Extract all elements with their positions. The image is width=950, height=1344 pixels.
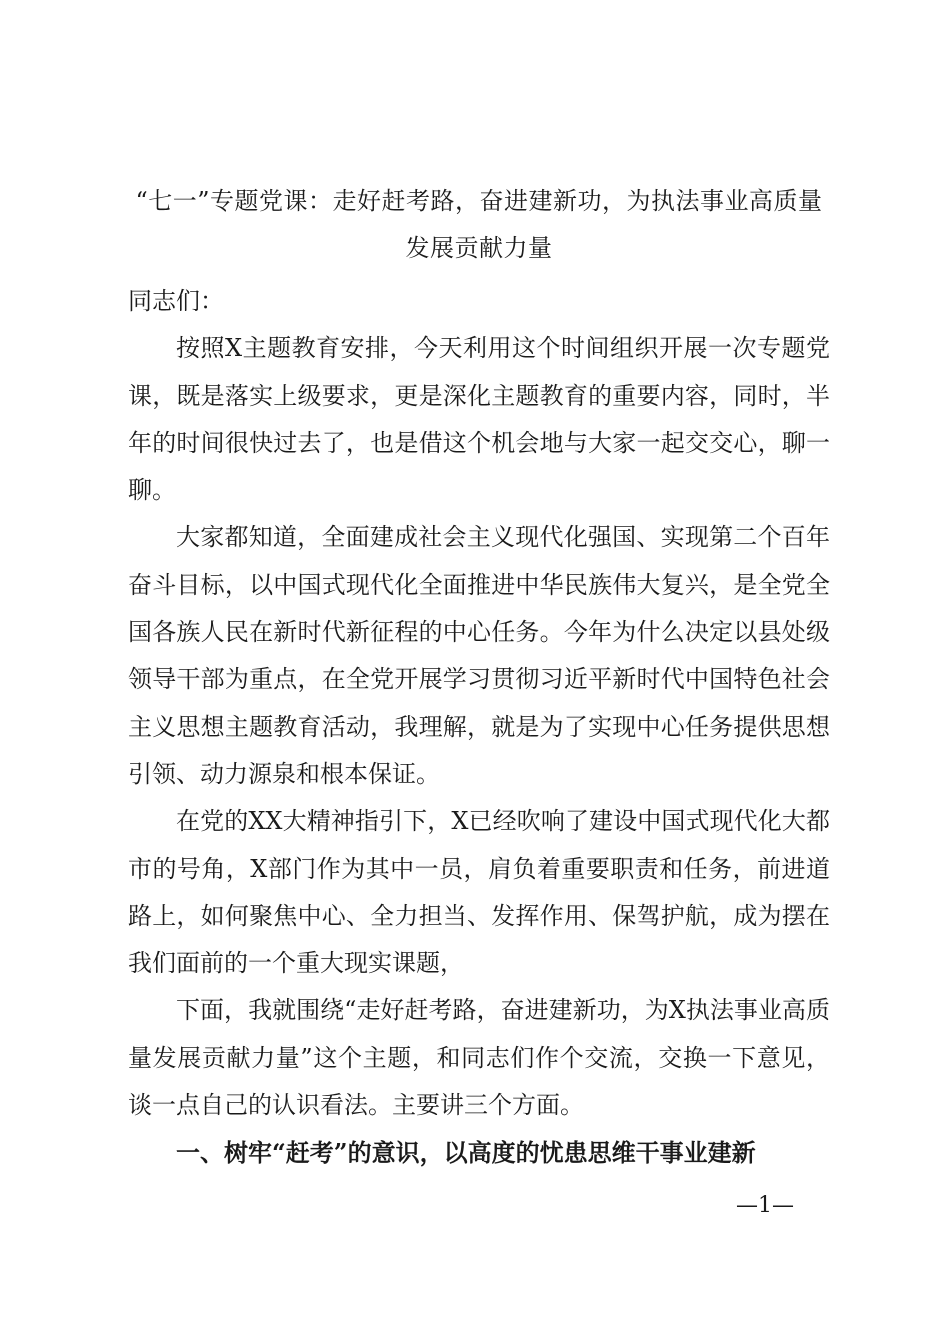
paragraph-4: 下面，我就围绕“走好赶考路，奋进建新功，为X执法事业高质量发展贡献力量”这个主题，和同志们作个交流，交换一下意见，谈一点自己的认识看法。主要讲三个方面。 <box>128 996 830 1120</box>
document-body <box>128 278 830 1177</box>
document-title: “七一”专题党课：走好赶考路，奋进建新功，为执法事业高质量发展贡献力量 <box>135 187 823 262</box>
paragraph-2: 大家都知道，全面建成社会主义现代化强国、实现第二个百年奋斗目标，以中国式现代化全面推进中华民族伟大复兴，是全党全国各族人民在新时代新征程的中心任务。今年为什么决定以县处级领导干部为重点，在全党开展学习贯彻习近平新时代中国特色社会主义思想主题教育活动，我理解，就是为了实现中心任务提供思想引领、动力源泉和根本保证。 <box>128 523 830 788</box>
paragraph-1: 按照X主题教育安排，今天利用这个时间组织开展一次专题党课，既是落实上级要求，更是深化主题教育的重要内容，同时，半年的时间很快过去了，也是借这个机会地与大家一起交交心，聊一聊。 <box>128 334 830 505</box>
paragraph-3: 在党的XX大精神指引下，X已经吹响了建设中国式现代化大都市的号角，X部门作为其中一员，肩负着重要职责和任务，前进道路上，如何聚焦中心、全力担当、发挥作用、保驾护航，成为摆在我们面前的一个重大现实课题， <box>128 807 830 978</box>
page-number: —1— <box>736 1193 794 1218</box>
section-heading-1: 一、树牢“赶考”的意识，以高度的忧患思维干事业建新 <box>176 1138 756 1168</box>
salutation: 同志们： <box>128 287 224 315</box>
